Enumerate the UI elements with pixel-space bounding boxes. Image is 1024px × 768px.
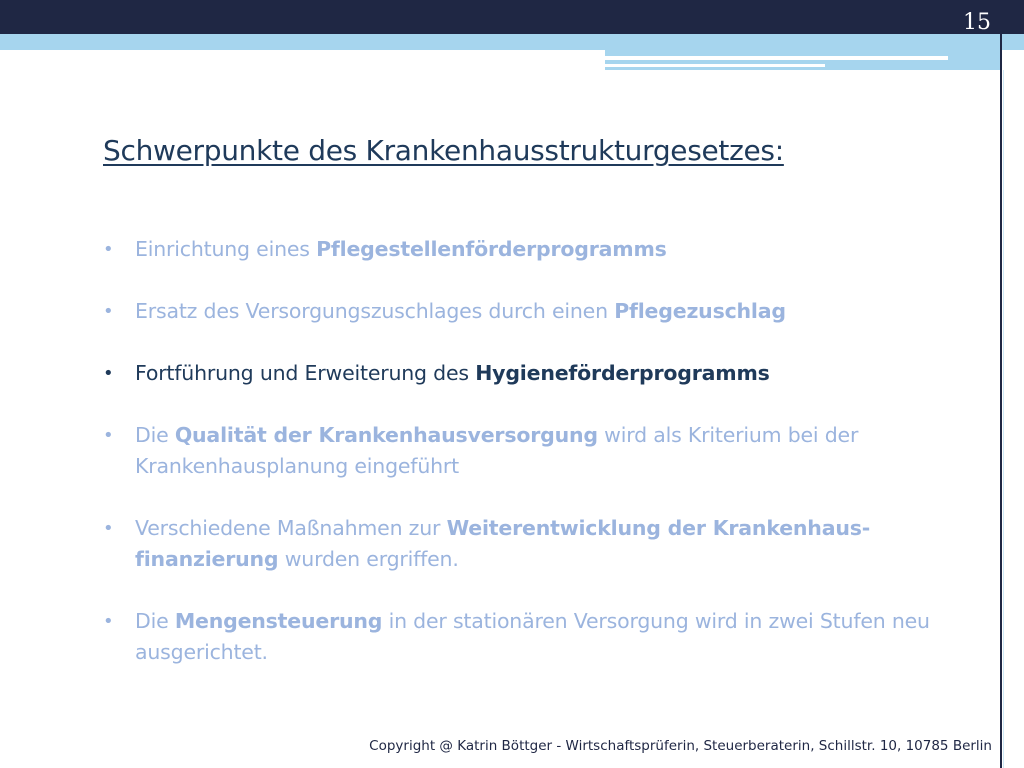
- header-bar-light: [0, 34, 1024, 50]
- bullet-text: Einrichtung eines: [135, 237, 317, 261]
- bullet-marker: •: [103, 611, 114, 632]
- bullet-marker: •: [103, 301, 114, 322]
- bullet-emphasis: Pflegestellenförderprogramms: [316, 237, 667, 261]
- right-frame-inner-line: [1003, 70, 1004, 768]
- bullet-text: wird als Kriterium bei der Krankenhausplanung eingeführt: [135, 423, 859, 478]
- bullet-marker: •: [103, 363, 114, 384]
- bullet-emphasis: Mengensteuerung: [174, 609, 383, 633]
- bullet-text: wurden ergriffen.: [278, 547, 459, 571]
- bullet-list: [103, 234, 983, 699]
- bullet-item: [103, 420, 983, 482]
- header-stripe-2: [605, 64, 825, 67]
- header-bar-light-strip: [605, 50, 1000, 70]
- bullet-text: Die: [135, 423, 175, 447]
- slide-title: Schwerpunkte des Krankenhausstrukturgesetzes:: [103, 134, 784, 167]
- bullet-text: Die: [135, 609, 175, 633]
- bullet-item: [103, 296, 983, 327]
- bullet-emphasis: Weiterentwicklung der Krankenhaus-finanzierung: [135, 516, 871, 571]
- footer-copyright: Copyright @ Katrin Böttger - Wirtschaftsprüferin, Steuerberaterin, Schillstr. 10, 10785 Berlin: [369, 738, 992, 754]
- bullet-emphasis: Qualität der Krankenhausversorgung: [174, 423, 598, 447]
- bullet-item: [103, 606, 983, 668]
- bullet-item: [103, 513, 983, 575]
- header-stripe: [605, 56, 948, 60]
- right-frame-line: [1000, 0, 1002, 768]
- bullet-marker: •: [103, 239, 114, 260]
- bullet-item: [103, 234, 983, 265]
- bullet-text: Verschiedene Maßnahmen zur: [135, 516, 447, 540]
- bullet-text: Fortführung und Erweiterung des: [135, 361, 476, 385]
- bullet-emphasis: Hygieneförderprogramms: [475, 361, 770, 385]
- header-bar-dark: [0, 0, 1024, 34]
- bullet-marker: •: [103, 518, 114, 539]
- bullet-text: Ersatz des Versorgungszuschlages durch einen: [135, 299, 615, 323]
- bullet-marker: •: [103, 425, 114, 446]
- slide-number: 15: [963, 10, 991, 35]
- bullet-text: in der stationären Versorgung wird in zwei Stufen neu ausgerichtet.: [135, 609, 930, 664]
- bullet-emphasis: Pflegezuschlag: [614, 299, 786, 323]
- bullet-item: [103, 358, 983, 389]
